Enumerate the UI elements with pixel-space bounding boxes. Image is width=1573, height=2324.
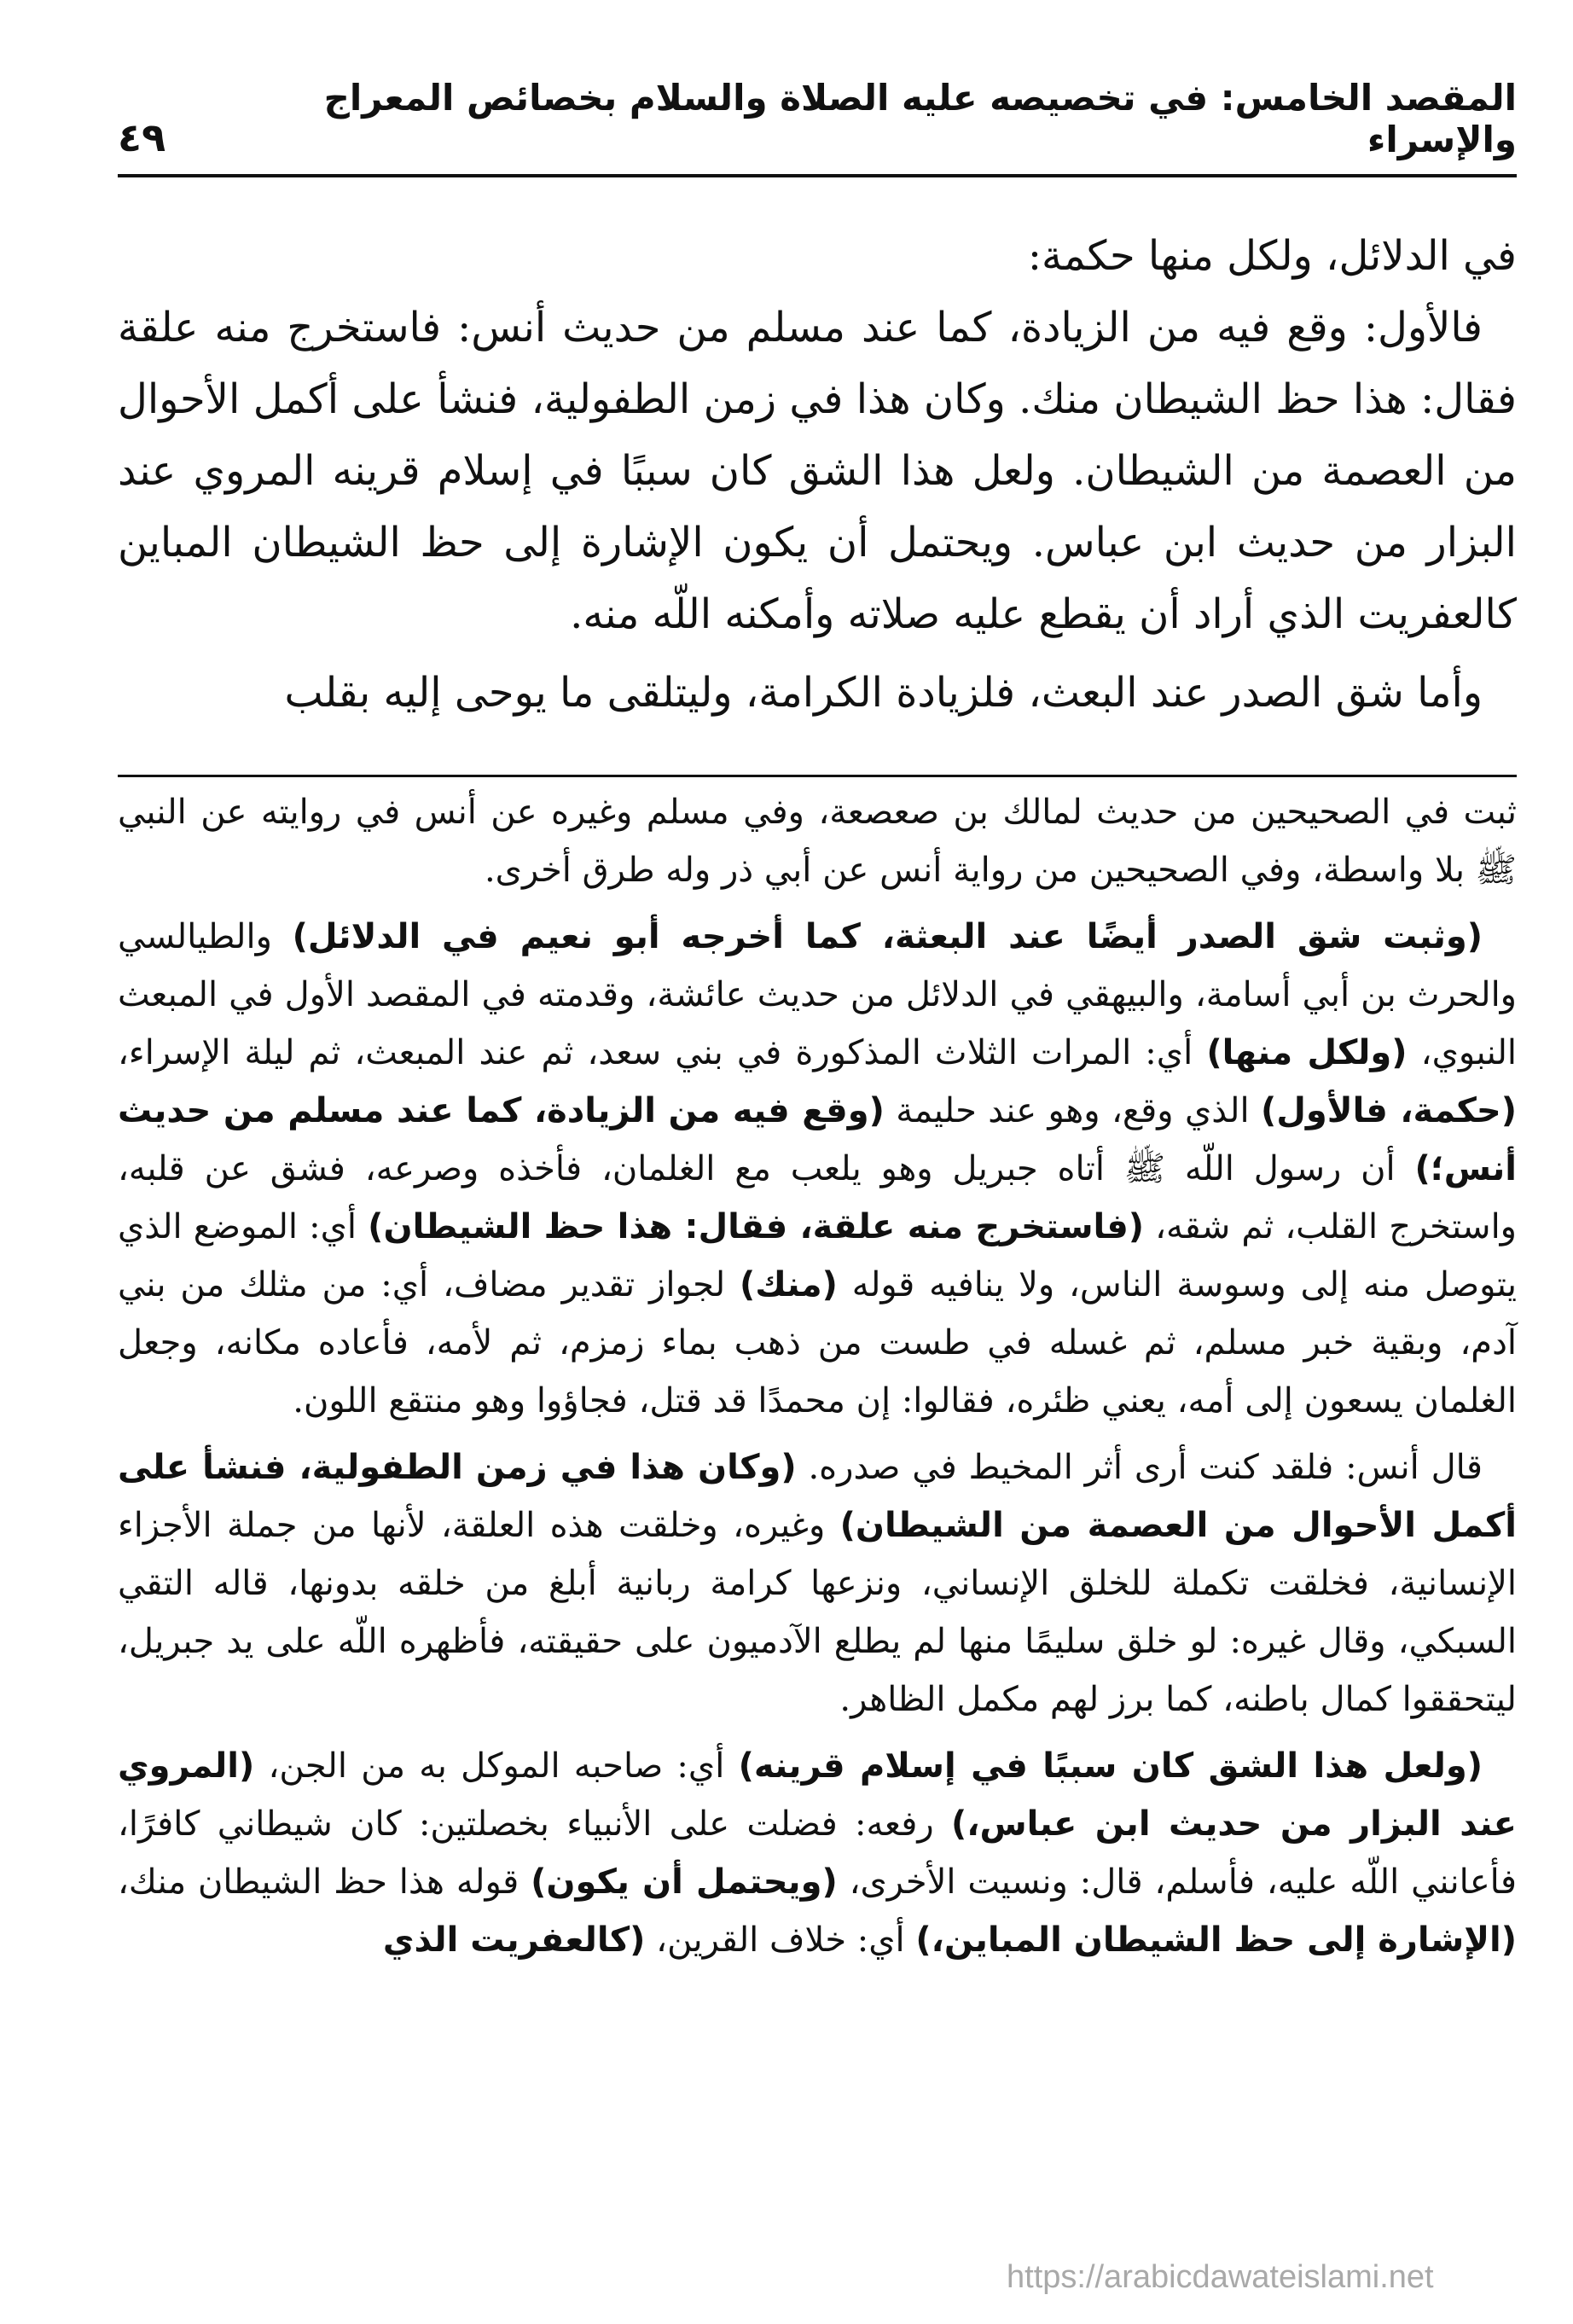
commentary-paragraph-4: [118, 1737, 1517, 1969]
header-rule: [118, 174, 1517, 177]
commentary-text: أي: المرات الثلاث المذكورة في بني سعد، ثم عند المبعث، ثم ليلة الإسراء،: [118, 1033, 1207, 1072]
page-number: ٤٩: [118, 114, 166, 160]
quoted-matn-text: (ولعل هذا الشق كان سببًا في إسلام قرينه): [738, 1746, 1483, 1786]
quoted-matn-text: (فاستخرج منه علقة، فقال: هذا حظ الشيطان): [368, 1207, 1145, 1246]
quoted-matn-text: (ولكل منها): [1206, 1033, 1408, 1072]
quoted-matn-text: (منك): [740, 1265, 838, 1304]
commentary-separator: [118, 775, 1517, 777]
main-paragraph: فالأول: وقع فيه من الزيادة، كما عند مسلم من حديث أنس: فاستخرج منه علقة فقال: هذا حظ الشيطان منك. وكان هذا في زمن الطفولية، فنشأ على أكمل الأحوال من العصمة من الشيطان. ولعل هذا الشق كان سببًا في إسلام قرينه المروي عند البزار من حديث ابن عباس. ويحتمل أن يكون الإشارة إلى حظ الشيطان المباين كالعفريت الذي أراد أن يقطع عليه صلاته وأمكنه اللّه منه.: [118, 304, 1518, 638]
page-header: [118, 77, 1517, 160]
watermark-url: https://arabicdawateislami.net: [1007, 2259, 1434, 2295]
commentary-text: قوله هذا حظ الشيطان منك،: [118, 1862, 531, 1902]
commentary-paragraph-1: ثبت في الصحيحين من حديث لمالك بن صعصعة، وفي مسلم وغيره عن أنس في روايته عن النبي ﷺ بلا واسطة، وفي الصحيحين من رواية أنس عن أبي ذر وله طرق أخرى.: [118, 793, 1517, 890]
quoted-matn-text: (كالعفريت الذي: [382, 1920, 646, 1960]
quoted-matn-text: (وثبت شق الصدر أيضًا عند البعثة، كما أخرجه أبو نعيم في الدلائل): [292, 917, 1483, 956]
commentary: [118, 783, 1517, 1969]
commentary-text: والطيالسي والحرث بن أبي أسامة، والبيهقي في الدلائل من حديث عائشة، وقدمته في المقصد الأول في المبعث النبوي،: [118, 917, 1517, 1072]
main-text: [118, 220, 1517, 729]
quoted-matn-text: (وكان هذا في زمن الطفولية، فنشأ على أكمل الأحوال من العصمة من الشيطان): [118, 1448, 1517, 1545]
quoted-matn-text: (ويحتمل أن يكون): [531, 1862, 838, 1902]
quoted-matn-text: (حكمة، فالأول): [1260, 1091, 1518, 1130]
commentary-text: رفعه: فضلت على الأنبياء بخصلتين: كان شيطاني كافرًا، فأعانني اللّه عليه، فأسلم، قال: ونسيت الأخرى،: [118, 1804, 1517, 1902]
commentary-text: أي: خلاف القرين،: [645, 1920, 916, 1960]
commentary-text: أي: الموضع الذي يتوصل منه إلى وسوسة الناس، ولا ينافيه قوله: [118, 1207, 1517, 1304]
commentary-paragraph-3: [118, 1438, 1517, 1728]
quoted-matn-text: (المروي عند البزار من حديث ابن عباس،): [118, 1746, 1518, 1844]
commentary-text: وغيره، وخلقت هذه العلقة، لأنها من جملة الأجزاء الإنسانية، فخلقت تكملة للخلق الإنساني، ونزعها كرامة ربانية أبلغ من خلقه بدونها، قاله التقي السبكي، وقال غيره: لو خلق سليمًا منها لم يطلع الآدميون على حقيقته، فأظهره اللّه على يد جبريل، ليتحققوا كمال باطنه، كما برز لهم مكمل الظاهر.: [118, 1506, 1517, 1719]
commentary-text: قال أنس: فلقد كنت أرى أثر المخيط في صدره.: [796, 1448, 1483, 1487]
main-line-1: في الدلائل، ولكل منها حكمة:: [1027, 232, 1517, 280]
main-last-line: وأما شق الصدر عند البعث، فلزيادة الكرامة، وليتلقى ما يوحى إليه بقلب: [284, 669, 1483, 717]
commentary-text: أي: صاحبه الموكل به من الجن،: [254, 1746, 739, 1786]
commentary-text: أن رسول اللّه ﷺ أتاه جبريل وهو يلعب مع الغلمان، فأخذه وصرعه، فشق عن قلبه، واستخرج القلب، ثم شقه،: [118, 1149, 1517, 1246]
running-title: المقصد الخامس: في تخصيصه عليه الصلاة والسلام بخصائص المعراج والإسراء: [323, 77, 1517, 160]
commentary-text: لجواز تقدير مضاف، أي: من مثلك من بني آدم، وبقية خبر مسلم، ثم غسله في طست من ذهب بماء زمزم، ثم لأمه، فأعاده مكانه، وجعل الغلمان يسعون إلى أمه، يعني ظئره، فقالوا: إن محمدًا قد قتل، فجاؤوا وهو منتقع اللون.: [118, 1265, 1517, 1421]
quoted-matn-text: (الإشارة إلى حظ الشيطان المباين،): [915, 1920, 1517, 1960]
commentary-text: الذي وقع، وهو عند حليمة: [884, 1091, 1261, 1130]
commentary-paragraph-2: [118, 908, 1517, 1430]
quoted-matn-text: (وقع فيه من الزيادة، كما عند مسلم من حديث أنس؛): [118, 1091, 1517, 1188]
